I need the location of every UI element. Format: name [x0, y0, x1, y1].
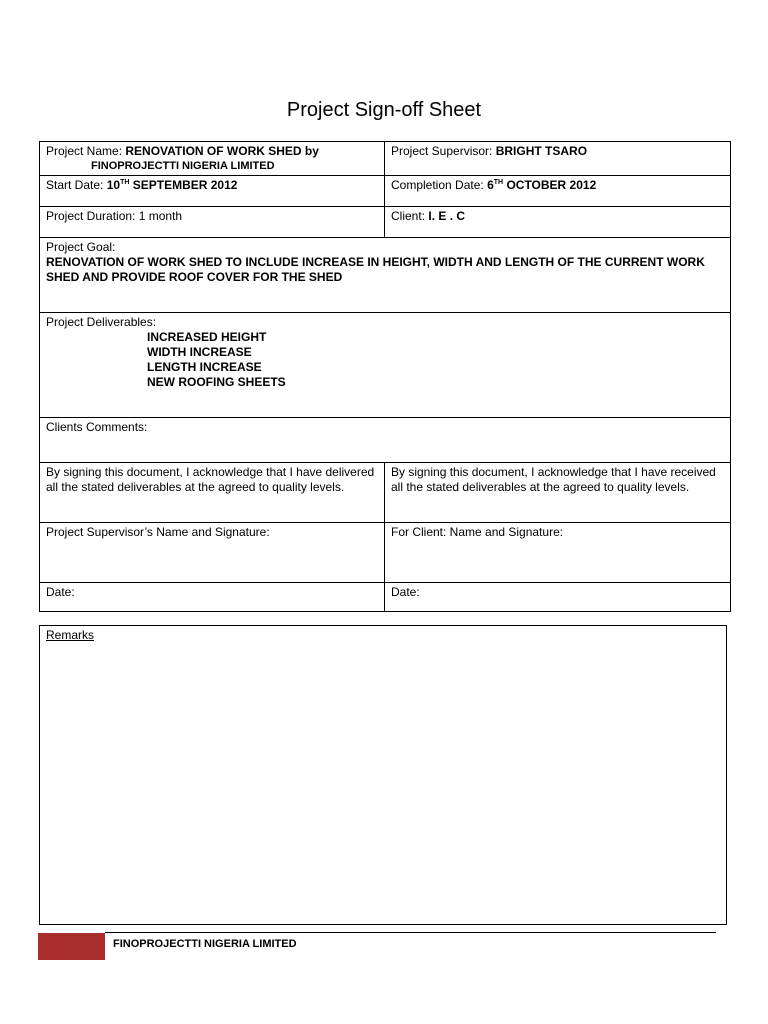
duration-label: Project Duration: — [46, 209, 136, 223]
client-value: I. E . C — [428, 209, 466, 223]
completion-date-rest: OCTOBER 2012 — [506, 178, 597, 192]
completion-date-cell — [385, 176, 731, 207]
deliverable-item: LENGTH INCREASE — [147, 360, 262, 374]
client-signature-field[interactable] — [385, 523, 731, 583]
deliverables-list — [46, 330, 724, 390]
supervisor-date-label: Date: — [46, 585, 75, 599]
project-name-label: Project Name: — [46, 144, 123, 158]
supervisor-date-field[interactable] — [40, 583, 385, 612]
deliverables-label: Project Deliverables: — [46, 315, 157, 329]
start-date-value — [107, 178, 238, 192]
start-date-label: Start Date: — [46, 178, 104, 192]
remarks-label: Remarks — [46, 628, 95, 642]
table-row — [40, 142, 731, 176]
deliverables-cell — [40, 313, 731, 418]
table-row — [40, 207, 731, 238]
start-date-day: 10 — [106, 178, 121, 192]
client-comments-label: Clients Comments: — [46, 420, 148, 434]
deliverable-item: WIDTH INCREASE — [147, 345, 252, 359]
start-date-rest: SEPTEMBER 2012 — [132, 178, 238, 192]
table-row — [40, 583, 731, 612]
supervisor-value: BRIGHT TSARO — [495, 144, 588, 158]
start-date-suffix: TH — [120, 179, 130, 186]
duration-cell — [40, 207, 385, 238]
duration-value: 1 month — [138, 209, 183, 223]
completion-date-label: Completion Date: — [391, 178, 484, 192]
goal-cell — [40, 238, 731, 313]
signoff-table — [39, 141, 731, 612]
supervisor-acknowledgement: By signing this document, I acknowledge that I have delivered all the stated deliverables at the agreed to quality levels. — [40, 463, 385, 523]
supervisor-cell — [385, 142, 731, 176]
supervisor-label: Project Supervisor: — [391, 144, 493, 158]
start-date-cell — [40, 176, 385, 207]
client-comments-cell — [40, 418, 731, 463]
completion-date-suffix: TH — [493, 179, 504, 186]
supervisor-signature-field[interactable] — [40, 523, 385, 583]
deliverable-item: INCREASED HEIGHT — [147, 330, 267, 344]
project-name-value: RENOVATION OF WORK SHED by — [125, 144, 319, 158]
footer-divider — [105, 932, 716, 933]
completion-date-value — [487, 178, 596, 192]
client-date-label: Date: — [391, 585, 420, 599]
client-acknowledgement: By signing this document, I acknowledge that I have received all the stated deliverables at the agreed to quality levels. — [385, 463, 731, 523]
table-row — [40, 418, 731, 463]
client-date-field[interactable] — [385, 583, 731, 612]
footer-accent-block — [38, 933, 105, 960]
table-row — [40, 238, 731, 313]
table-row — [40, 313, 731, 418]
deliverable-item: NEW ROOFING SHEETS — [147, 375, 286, 389]
table-row — [40, 523, 731, 583]
page-title: Project Sign-off Sheet — [286, 99, 482, 121]
project-company-name: FINOPROJECTTI NIGERIA LIMITED — [91, 160, 275, 172]
project-name-cell — [40, 142, 385, 176]
completion-date-day: 6 — [487, 178, 494, 192]
goal-value: RENOVATION OF WORK SHED TO INCLUDE INCREASE IN HEIGHT, WIDTH AND LENGTH OF THE CURRENT WORK SHED AND PROVIDE ROOF COVER FOR THE SHED — [46, 255, 705, 284]
client-label: Client: — [391, 209, 426, 223]
goal-label: Project Goal: — [46, 240, 116, 254]
supervisor-signature-label: Project Supervisor’s Name and Signature: — [46, 525, 270, 539]
remarks-box[interactable] — [39, 625, 727, 925]
table-row — [40, 463, 731, 523]
client-cell — [385, 207, 731, 238]
client-signature-label: For Client: Name and Signature: — [391, 525, 564, 539]
table-row — [40, 176, 731, 207]
footer-company-name: FINOPROJECTTI NIGERIA LIMITED — [113, 938, 297, 950]
